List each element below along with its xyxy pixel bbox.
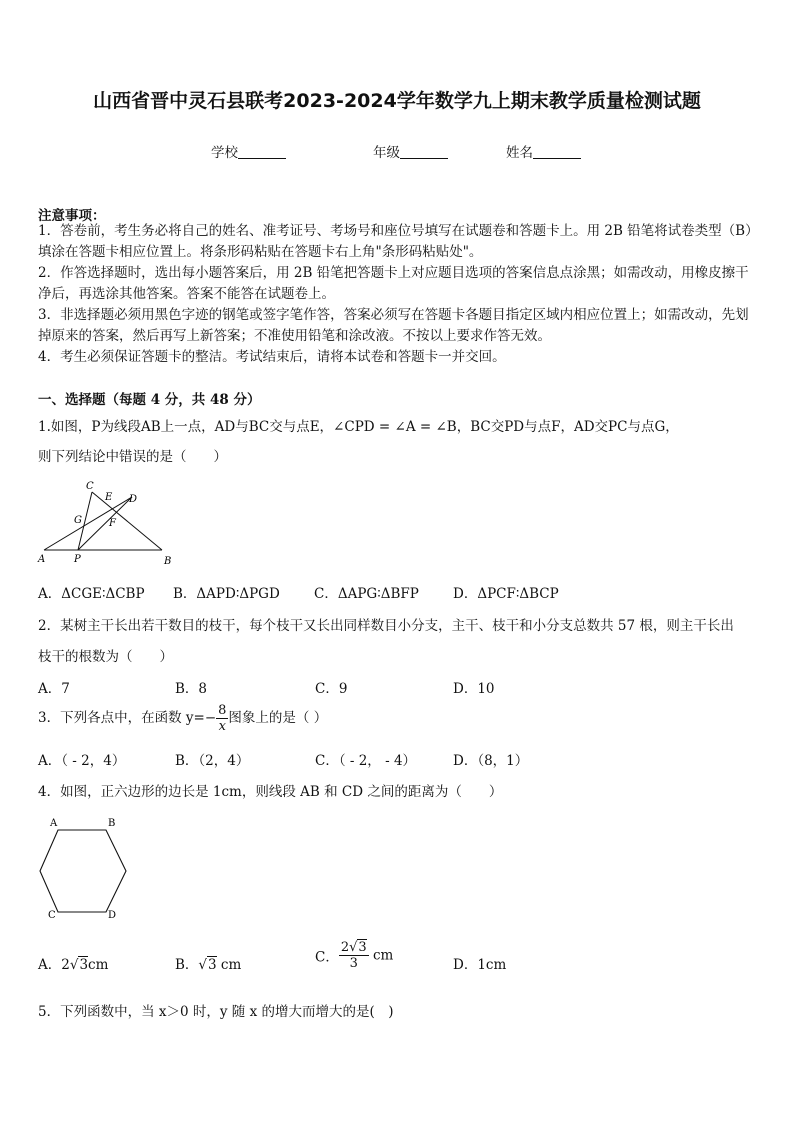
q4-optc-num-radicand: 3 (358, 940, 367, 955)
q1-option-d: D．ΔPCF∶ΔBCP (453, 586, 559, 602)
q1-label-f: F (109, 518, 116, 529)
q2-option-b: B．8 (175, 681, 208, 697)
q4-optc-prefix: C． (315, 949, 339, 966)
q4-option-c (315, 940, 393, 971)
q1-label-p: P (74, 554, 81, 565)
q4-label-d: D (108, 910, 117, 921)
q4-optc-num-coef: 2 (340, 940, 350, 955)
q5-line1: 5．下列函数中，当 x＞0 时，y 随 x 的增大而增大的是( ) (38, 1004, 394, 1020)
q1-label-a: A (38, 554, 46, 565)
q1-option-b: B．ΔAPD∶ΔPGD (173, 586, 280, 602)
q2-option-d: D．10 (453, 681, 495, 697)
q3-option-a: A．（ - 2，4） (38, 753, 126, 769)
grade-field (373, 141, 448, 161)
q3-option-d: D．（8，1） (453, 753, 529, 769)
q3-option-c: C．（ - 2， - 4） (315, 753, 417, 769)
q4-optb-prefix: B． (175, 957, 199, 973)
name-blank (533, 146, 581, 159)
name-field (506, 141, 581, 161)
q4-optc-den: 3 (349, 956, 358, 971)
q1-label-b: B (164, 556, 172, 567)
school-blank (238, 146, 286, 159)
q4-figure (36, 814, 136, 922)
q2-option-a: A．7 (38, 681, 70, 697)
q4-opta-unit: cm (88, 957, 109, 973)
q4-opta-radicand: 3 (79, 957, 89, 973)
q4-opta-prefix: A．2 (38, 957, 70, 973)
note-item-3: 3．非选择题必须用黑色字迹的钢笔或签字笔作答，答案必须写在答题卡各题目指定区域内相应位置上；如需改动，先划掉原来的答案，然后再写上新答案；不准使用铅笔和涂改液。不按以上要求作答无效。 (38, 307, 749, 344)
q1-option-a: A．ΔCGE∶ΔCBP (38, 586, 145, 602)
name-label: 姓名 (506, 145, 533, 161)
q4-optb-radicand: 3 (208, 957, 217, 973)
section-heading: 一、选择题（每题 4 分，共 48 分） (38, 392, 261, 408)
q4-option-d: D．1cm (453, 957, 507, 973)
q4-label-b: B (108, 818, 116, 829)
q3-suffix: 图象上的是（ ） (228, 710, 328, 726)
q3-frac-den: x (218, 719, 226, 734)
school-field (211, 141, 286, 161)
q1-figure (36, 478, 176, 568)
q1-label-g: G (74, 515, 82, 526)
q4-optc-fraction: $\frac{2√3}{3}$ (340, 940, 367, 971)
q1-label-e: E (105, 492, 113, 503)
q4-option-a: A．2√3cm (38, 957, 109, 973)
q1-option-c: C．ΔAPG∶ΔBFP (314, 586, 419, 602)
note-item-2: 2．作答选择题时，选出每小题答案后，用 2B 铅笔把答题卡上对应题目选项的答案信息点涂黑；如需改动，用橡皮擦干净后，再选涂其他答案。答案不能答在试题卷上。 (38, 265, 749, 302)
note-item-1: 1．答卷前，考生务必将自己的姓名、准考证号、考场号和座位号填写在试题卷和答题卡上。用 2B 铅笔将试卷类型（B）填涂在答题卡相应位置上。将条形码粘贴在答题卡右上角"条形码粘贴处"。 (38, 223, 752, 260)
note-item-4: 4．考生必须保证答题卡的整洁。考试结束后，请将本试卷和答题卡一并交回。 (38, 349, 506, 365)
q3-fraction (216, 703, 228, 734)
q4-optc-unit: cm (373, 947, 394, 964)
q2-line1: 2．某树主干长出若干数目的枝干，每个枝干又长出同样数目小分支，主干、枝干和小分支总数共 57 根，则主干长出 (38, 618, 734, 634)
q3-stem (38, 703, 327, 734)
q3-option-b: B．（2，4） (175, 753, 250, 769)
q2-line2: 枝干的根数为（ ） (38, 649, 173, 665)
page-title: 山西省晋中灵石县联考2023-2024学年数学九上期末教学质量检测试题 (93, 90, 701, 112)
q4-line1: 4．如图，正六边形的边长是 1cm，则线段 AB 和 CD 之间的距离为（ ） (38, 784, 503, 800)
q1-label-d: D (129, 494, 138, 505)
q3-prefix: 3．下列各点中，在函数 y=− (38, 710, 217, 726)
notes-heading: 注意事项： (38, 208, 106, 224)
q1-label-c: C (86, 481, 94, 492)
school-label: 学校 (211, 145, 238, 161)
q4-optb-unit: cm (220, 957, 242, 973)
q1-line1: 1.如图，P为线段AB上一点，AD与BC交与点E，∠CPD = ∠A = ∠B，BC交PD与点F，AD交PC与点G， (38, 419, 679, 435)
q4-option-b: B．√3 cm (175, 957, 242, 973)
q1-line2: 则下列结论中错误的是（ ） (38, 449, 227, 465)
q4-label-c: C (48, 910, 56, 921)
grade-label: 年级 (373, 145, 400, 161)
q2-option-c: C．9 (315, 681, 348, 697)
q4-label-a: A (50, 818, 58, 829)
grade-blank (400, 146, 448, 159)
q3-frac-num: 8 (218, 703, 227, 718)
